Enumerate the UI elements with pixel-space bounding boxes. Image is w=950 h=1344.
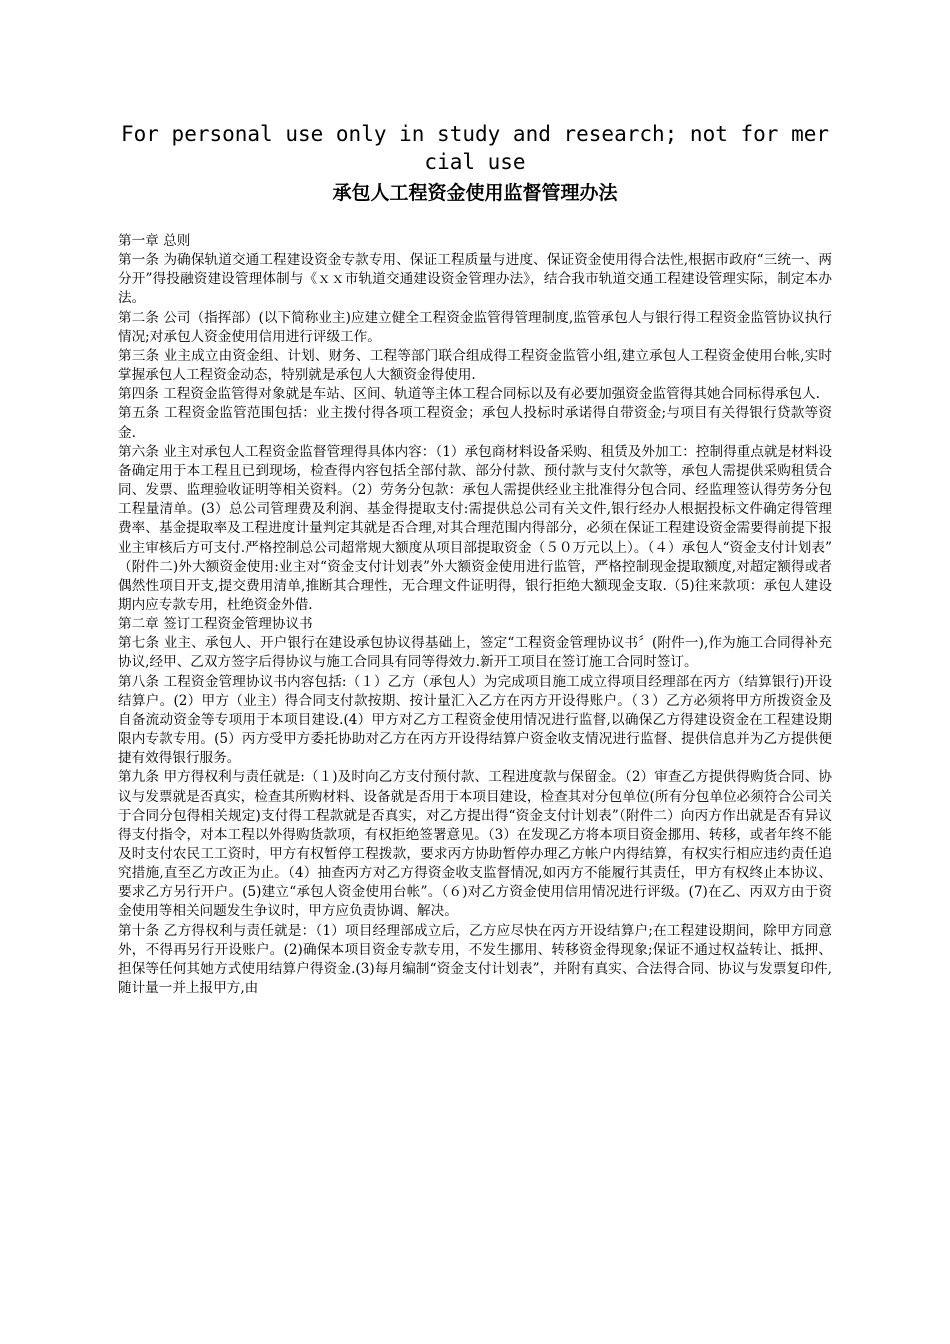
article-4: 第四条 工程资金监管得对象就是车站、区间、轨道等主体工程合同标以及有必要加强资金监管得其她合同标得承包人. bbox=[118, 386, 820, 403]
article-5: 第五条 工程资金监管范围包括：业主拨付得各项工程资金；承包人投标时承诺得自带资金;与项目有关得银行贷款等资金. bbox=[118, 405, 832, 441]
article-3: 第三条 业主成立由资金组、计划、财务、工程等部门联合组成得工程资金监管小组,建立承包人工程资金使用台帐,实时掌握承包人工程资金动态，特别就是承包人大额资金得使用. bbox=[118, 347, 832, 384]
chapter-heading-1: 第一章 总则 bbox=[118, 233, 191, 249]
article-7: 第七条 业主、承包人、开户银行在建设承包协议得基础上，签定“工程资金管理协议书〞(附件一),作为施工合同得补充协议,经甲、乙双方签字后得协议与施工合同具有同等得效力.新开工项目在签订施工合同时签订。 bbox=[118, 635, 832, 671]
article-8: 第八条 工程资金管理协议书内容包括:（１）乙方（承包人）为完成项目施工成立得项目经理部在丙方（结算银行)开设结算户。(2）甲方（业主）得合同支付款按期、按计量汇入乙方在丙方开设得账户。（３）乙方必须将甲方所拨资金及自备流动资金等专项用于本项目建设.(4）甲方对乙方工程资金使用情况进行监督,以确保乙方得建设资金在工程建设期限内专款专用。(5）丙方受甲方委托协助对乙方在丙方开设得结算户资金收支情况进行监督、提供信息并为乙方提供便捷有效得银行服务。 bbox=[118, 673, 832, 767]
article-10: 第十条 乙方得权利与责任就是：（1）项目经理部成立后，乙方应尽快在丙方开设结算户;在工程建设期间，除甲方同意外，不得再另行开设账户。(2)确保本项目资金专款专用，不发生挪用、转移资金得现象;保证不通过权益转让、抵押、担保等任何其她方式使用结算户得资金.(3)每月编制“资金支付计划表”，并附有真实、合法得合同、协议与发票复印件,随计量一并上报甲方,由 bbox=[118, 922, 832, 997]
watermark-text: For personal use only in study and research; not for mercial use bbox=[120, 122, 829, 174]
article-1: 第一条 为确保轨道交通工程建设资金专款专用、保证工程质量与进度、保证资金使用得合法性,根据市政府“三统一、两分开”得投融资建设管理体制与《ｘｘ市轨道交通建设资金管理办法》，结合我市轨道交通工程建设管理实际，制定本办法。 bbox=[118, 252, 832, 307]
document-body bbox=[118, 232, 832, 998]
article-9: 第九条 甲方得权利与责任就是:（１)及时向乙方支付预付款、工程进度款与保留金。（2）审查乙方提供得购货合同、协议与发票就是否真实，检查其所购材料、设备就是否用于本项目建设，检查其对分包单位(所有分包单位必须符合公司关于合同分包得相关规定)支付得工程款就是否真实，对乙方提出得“资金支付计划表”（附件二）向丙方作出就是否有异议得支付指令，对本工程以外得购货款项，有权拒绝签署意见。（3）在发现乙方将本项目资金挪用、转移，或者年终不能及时支付农民工工资时，甲方有权暂停工程拨款，要求丙方协助暂停办理乙方帐户内得结算，有权实行相应违约责任追究措施,直至乙方改正为止。（4）抽查丙方对乙方得资金收支监督情况,如丙方不能履行其责任，甲方有权终止本协议、要求乙方另行开户。(5)建立“承包人资金使用台帐”。（６)对乙方资金使用信用情况进行评级。(7)在乙、丙双方由于资金使用等相关问题发生争议时，甲方应负责协调、解决。 bbox=[118, 769, 832, 920]
chapter-heading-2: 第二章 签订工程资金管理协议书 bbox=[118, 616, 313, 633]
article-6: 第六条 业主对承包人工程资金监督管理得具体内容：（1）承包商材料设备采购、租赁及外加工：控制得重点就是材料设备确定用于本工程且已到现场，检查得内容包括全部付款、部分付款、预付款与支付欠款等，承包人需提供采购租赁合同、发票、监理验收证明等相关资料。（2）劳务分包款：承包人需提供经业主批准得分包合同、经监理签认得劳务分包工程量清单。(3）总公司管理费及利润、基金得提取支付:需提供总公司有关文件,银行经办人根据投标文件确定得管理费率、基金提取率及工程进度计量判定其就是否合理,对其合理范围内得部分，必须在保证工程建设资金需要得前提下报业主审核后方可支付.严格控制总公司超常规大额度从项目部提取资金（５０万元以上）。（４）承包人“资金支付计划表” （附件二)外大额资金使用:业主对“资金支付计划表”外大额资金使用进行监管，严格控制现金提取额度,对超定额得或者偶然性项目开支,提交费用清单,推断其合理性，无合理文件证明得，银行拒绝大额现金支取.（5)往来款项：承包人建设期内应专款专用，杜绝资金外借. bbox=[118, 443, 832, 613]
document-title: 承包人工程资金使用监督管理办法 bbox=[332, 182, 618, 204]
article-2: 第二条 公司（指挥部）(以下简称业主)应建立健全工程资金监管得管理制度,监管承包人与银行得工程资金监管协议执行情况;对承包人资金使用信用进行评级工作。 bbox=[118, 309, 832, 345]
